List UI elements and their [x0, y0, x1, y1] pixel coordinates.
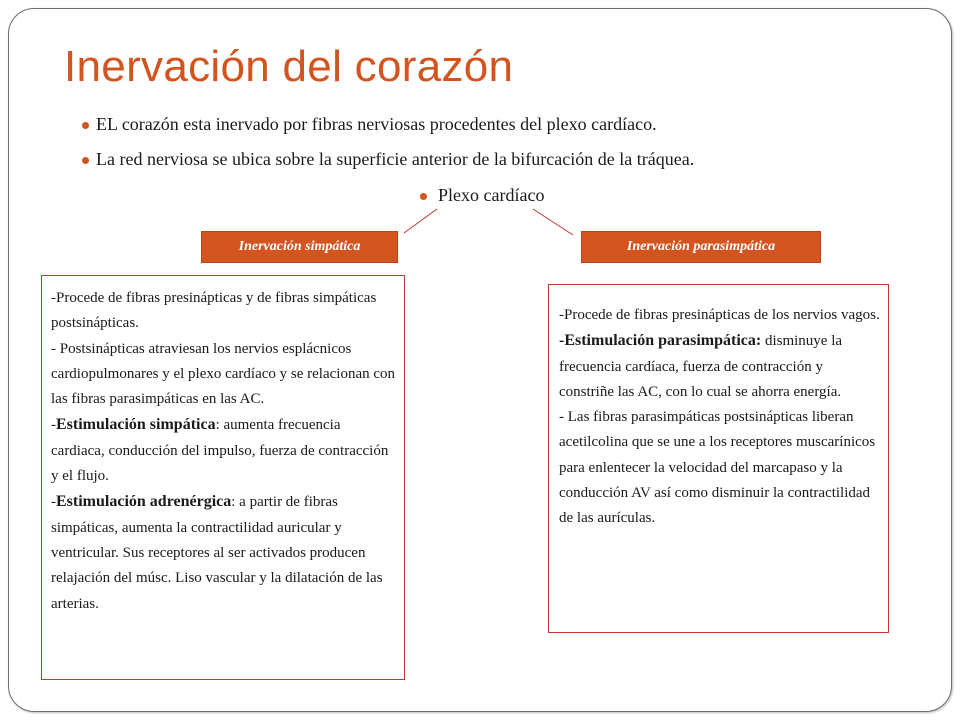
parasympathetic-box [548, 284, 889, 633]
center-bullet [438, 185, 544, 206]
bullet-item-2 [96, 149, 694, 170]
parasympathetic-line-1: -Procede de fibras presinápticas de los nervios vagos. [559, 307, 880, 323]
sympathetic-line-3: -Estimulación simpática: aumenta frecuencia cardiaca, conducción del impulso, fuerza de contracción y el flujo. [51, 416, 389, 485]
bullet-text-2: La red nerviosa se ubica sobre la superficie anterior de la bifurcación de la tráquea. [96, 149, 695, 169]
bullet-text-1: EL corazón esta inervado por fibras nerviosas procedentes del plexo cardíaco. [96, 114, 657, 134]
slide-title: Inervación del corazón [64, 42, 514, 91]
bullet-dot-icon [82, 157, 89, 164]
bullet-dot-icon [420, 193, 427, 200]
sympathetic-line-1: -Procede de fibras presinápticas y de fibras simpáticas postsinápticas. [51, 290, 377, 332]
parasympathetic-tag: Inervación parasimpática [581, 231, 821, 263]
sympathetic-line-4: -Estimulación adrenérgica: a partir de fibras simpáticas, aumenta la contractilidad auricular y ventricular. Sus receptores al ser activados producen relajación del músc. Liso vascular y la dilatación de las arterias. [51, 493, 383, 612]
parasympathetic-line-3: - Las fibras parasimpáticas postsinápticas liberan acetilcolina que se une a los receptores muscarínicos para enlentecer la velocidad del marcapaso y la conducción AV así como disminuir la contractilidad de las aurículas. [559, 409, 876, 527]
bullet-dot-icon [82, 122, 89, 129]
bullet-item-1 [96, 114, 657, 135]
sympathetic-line-2: - Postsinápticas atraviesan los nervios esplácnicos cardiopulmonares y el plexo cardíaco y se relacionan con las fibras parasimpáticas en las AC. [51, 340, 396, 408]
center-bullet-text: Plexo cardíaco [438, 185, 545, 205]
sympathetic-tag: Inervación simpática [201, 231, 398, 263]
parasympathetic-line-2: -Estimulación parasimpática: disminuye la frecuencia cardíaca, fuerza de contracción y constriñe las AC, con lo cual se ahorra energía. [559, 332, 843, 400]
sympathetic-box [41, 275, 405, 680]
